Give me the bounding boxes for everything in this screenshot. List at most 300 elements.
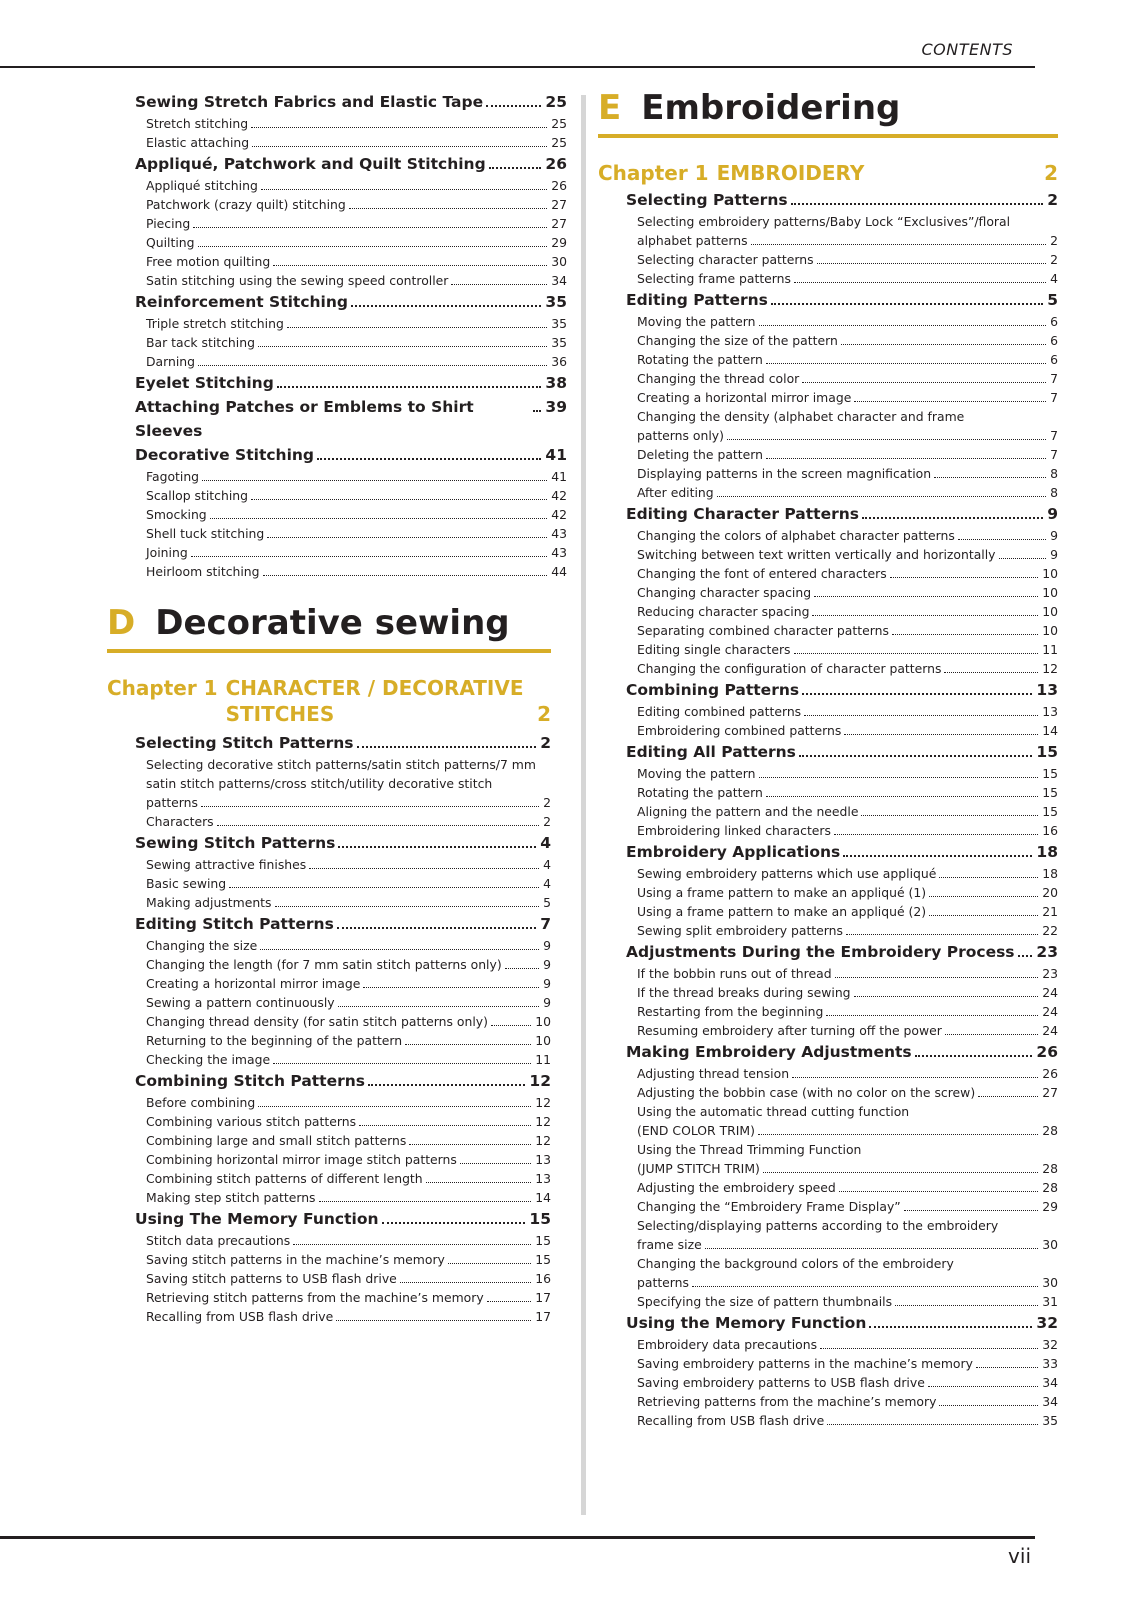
right-column <box>598 88 1058 1430</box>
toc-item[interactable] <box>637 526 1058 545</box>
dot-leader <box>820 1348 1038 1349</box>
entry-title: Moving the pattern <box>637 314 756 329</box>
toc-item[interactable] <box>637 1354 1058 1373</box>
toc-item[interactable] <box>146 176 567 195</box>
dot-leader <box>448 1263 531 1264</box>
toc-item[interactable] <box>637 902 1058 921</box>
toc-item[interactable] <box>637 1411 1058 1430</box>
toc-item[interactable] <box>637 250 1058 269</box>
toc-item[interactable] <box>146 1112 551 1131</box>
toc-item[interactable] <box>637 1121 1058 1140</box>
entry-title: frame size <box>637 1237 702 1252</box>
toc-item[interactable] <box>146 1031 551 1050</box>
dot-leader <box>357 746 537 748</box>
entry-title: (JUMP STITCH TRIM) <box>637 1161 760 1176</box>
entry-page: 28 <box>1042 1180 1058 1195</box>
entry-page: 4 <box>543 876 551 891</box>
entry-page: 42 <box>551 488 567 503</box>
toc-item[interactable] <box>637 783 1058 802</box>
entry-page: 7 <box>540 915 551 933</box>
entry-page: 26 <box>1042 1066 1058 1081</box>
toc-item-line: Using the Thread Trimming Function <box>637 1142 862 1157</box>
toc-item[interactable] <box>146 874 551 893</box>
entry-title: Sewing Stitch Patterns <box>135 834 336 852</box>
entry-title: Rotating the pattern <box>637 785 763 800</box>
toc-item[interactable] <box>146 793 551 812</box>
dot-leader <box>409 1144 531 1145</box>
toc-section[interactable] <box>135 152 567 176</box>
toc-item[interactable] <box>637 312 1058 331</box>
toc-item[interactable] <box>146 1307 551 1326</box>
entry-title: Sewing a pattern continuously <box>146 995 335 1010</box>
toc-item[interactable] <box>637 764 1058 783</box>
toc-item[interactable] <box>146 1050 551 1069</box>
entry-page: 10 <box>1042 585 1058 600</box>
part-d-chapter <box>107 675 551 727</box>
entry-title: Editing All Patterns <box>626 743 796 761</box>
toc-section[interactable] <box>135 371 567 395</box>
entry-title: Eyelet Stitching <box>135 374 274 392</box>
toc-item[interactable] <box>146 233 567 252</box>
dot-leader <box>794 282 1046 283</box>
toc-item[interactable] <box>637 1373 1058 1392</box>
entry-title: Changing the length (for 7 mm satin stitch patterns only) <box>146 957 502 972</box>
entry-page: 15 <box>535 1252 551 1267</box>
entry-page: 13 <box>535 1171 551 1186</box>
entry-title: Making adjustments <box>146 895 272 910</box>
toc-item[interactable] <box>146 133 567 152</box>
entry-page: 26 <box>545 155 567 173</box>
entry-page: 20 <box>1042 885 1058 900</box>
entry-title: Combining Stitch Patterns <box>135 1072 366 1090</box>
toc-item[interactable] <box>146 1150 551 1169</box>
entry-title: After editing <box>637 485 714 500</box>
toc-item[interactable] <box>146 936 551 955</box>
toc-item[interactable] <box>637 1002 1058 1021</box>
toc-item[interactable] <box>637 388 1058 407</box>
toc-item[interactable] <box>637 883 1058 902</box>
toc-item[interactable] <box>146 1012 551 1031</box>
toc-section[interactable] <box>135 290 567 314</box>
entry-title: Embroidery Applications <box>626 843 841 861</box>
toc-section[interactable] <box>626 188 1058 212</box>
entry-page: 42 <box>551 507 567 522</box>
toc-item[interactable] <box>637 564 1058 583</box>
toc-item-line: Selecting embroidery patterns/Baby Lock “Exclusives”/floral <box>637 214 1011 229</box>
page-number: vii <box>1008 1544 1031 1568</box>
part-d-sections <box>107 731 551 1326</box>
entry-title: Selecting Stitch Patterns <box>135 734 354 752</box>
entry-page: 12 <box>535 1095 551 1110</box>
toc-item[interactable] <box>637 1178 1058 1197</box>
toc-item[interactable] <box>146 271 567 290</box>
dot-leader <box>835 977 1039 978</box>
part-e-title: Embroidering <box>641 88 901 128</box>
dot-leader <box>317 458 541 460</box>
entry-page: 39 <box>545 398 567 416</box>
dot-leader <box>812 615 1038 616</box>
dot-leader <box>751 244 1046 245</box>
entry-title: alphabet patterns <box>637 233 748 248</box>
entry-title: If the thread breaks during sewing <box>637 985 851 1000</box>
entry-page: 11 <box>1042 642 1058 657</box>
entry-page: 15 <box>1042 766 1058 781</box>
header-rule <box>0 66 1035 68</box>
toc-item[interactable] <box>637 464 1058 483</box>
entry-title: Sewing embroidery patterns which use appliqué <box>637 866 937 881</box>
entry-page: 26 <box>1036 1043 1058 1061</box>
entry-title: Editing single characters <box>637 642 791 657</box>
entry-page: 35 <box>1042 1413 1058 1428</box>
toc-item[interactable] <box>146 543 567 562</box>
toc-item[interactable] <box>146 1269 551 1288</box>
entry-title: Appliqué stitching <box>146 178 258 193</box>
toc-item[interactable] <box>146 333 567 352</box>
toc-item[interactable] <box>146 214 567 233</box>
toc-item[interactable] <box>637 983 1058 1002</box>
entry-title: Selecting character patterns <box>637 252 814 267</box>
entry-title: patterns <box>637 1275 689 1290</box>
toc-item-line: Changing the density (alphabet character and frame <box>637 409 965 424</box>
toc-item[interactable] <box>146 314 567 333</box>
toc-item[interactable] <box>146 1093 551 1112</box>
dot-leader <box>489 167 542 169</box>
dot-leader <box>854 996 1039 997</box>
toc-section[interactable] <box>135 912 551 936</box>
toc-section[interactable] <box>135 90 567 114</box>
toc-item[interactable] <box>637 802 1058 821</box>
toc-item[interactable] <box>637 821 1058 840</box>
entry-title: Scallop stitching <box>146 488 248 503</box>
entry-page: 41 <box>551 469 567 484</box>
toc-item[interactable] <box>637 1083 1058 1102</box>
entry-title: Combining stitch patterns of different length <box>146 1171 423 1186</box>
dot-leader <box>939 1405 1038 1406</box>
toc-item[interactable] <box>637 659 1058 678</box>
entry-page: 36 <box>551 354 567 369</box>
dot-leader <box>766 363 1046 364</box>
toc-item[interactable] <box>146 812 551 831</box>
entry-title: Adjusting the embroidery speed <box>637 1180 836 1195</box>
entry-page: 10 <box>535 1033 551 1048</box>
entry-title: Saving stitch patterns in the machine’s memory <box>146 1252 445 1267</box>
entry-page: 15 <box>1042 804 1058 819</box>
entry-title: Separating combined character patterns <box>637 623 889 638</box>
dot-leader <box>217 825 539 826</box>
entry-title: Recalling from USB flash drive <box>637 1413 825 1428</box>
toc-item[interactable] <box>637 621 1058 640</box>
part-e-chapter <box>598 160 1058 186</box>
dot-leader <box>351 305 541 307</box>
dot-leader <box>258 346 547 347</box>
toc-item[interactable] <box>637 640 1058 659</box>
toc-item[interactable] <box>637 1392 1058 1411</box>
toc-item[interactable] <box>637 269 1058 288</box>
part-e-sections <box>598 188 1058 1430</box>
entry-title: Resuming embroidery after turning off the power <box>637 1023 942 1038</box>
dot-leader <box>763 1172 1038 1173</box>
toc-item[interactable] <box>146 562 567 581</box>
entry-page: 17 <box>535 1290 551 1305</box>
toc-item[interactable] <box>637 369 1058 388</box>
entry-title: Aligning the pattern and the needle <box>637 804 859 819</box>
entry-page: 30 <box>1042 1237 1058 1252</box>
dot-leader <box>198 365 547 366</box>
entry-title: Adjusting the bobbin case (with no color on the screw) <box>637 1085 976 1100</box>
entry-title: Restarting from the beginning <box>637 1004 824 1019</box>
dot-leader <box>794 653 1039 654</box>
toc-item-line: satin stitch patterns/cross stitch/utility decorative stitch <box>146 776 493 791</box>
dot-leader <box>382 1222 526 1224</box>
dot-leader <box>193 227 547 228</box>
dot-leader <box>277 386 542 388</box>
toc-item[interactable] <box>637 545 1058 564</box>
toc-item[interactable] <box>146 1288 551 1307</box>
dot-leader <box>929 896 1038 897</box>
toc-item[interactable] <box>146 1131 551 1150</box>
entry-title: Decorative Stitching <box>135 446 315 464</box>
dot-leader <box>827 1424 1038 1425</box>
toc-item[interactable] <box>146 195 567 214</box>
entry-page: 35 <box>551 316 567 331</box>
toc-section[interactable] <box>626 740 1058 764</box>
dot-leader <box>426 1182 532 1183</box>
dot-leader <box>904 1210 1039 1211</box>
entry-page: 28 <box>1042 1123 1058 1138</box>
entry-page: 9 <box>543 957 551 972</box>
entry-page: 2 <box>543 814 551 829</box>
entry-page: 9 <box>543 938 551 953</box>
toc-item[interactable] <box>146 352 567 371</box>
toc-section[interactable] <box>135 443 567 467</box>
entry-page: 16 <box>535 1271 551 1286</box>
toc-item[interactable] <box>637 1273 1058 1292</box>
toc-item[interactable] <box>146 524 567 543</box>
entry-title: Adjustments During the Embroidery Process <box>626 943 1015 961</box>
dot-leader <box>841 344 1046 345</box>
entry-title: Using a frame pattern to make an appliqué (1) <box>637 885 927 900</box>
entry-title: Changing character spacing <box>637 585 812 600</box>
entry-page: 44 <box>551 564 567 579</box>
toc-item[interactable] <box>637 426 1058 445</box>
entry-title: Attaching Patches or Emblems to Shirt Sleeves <box>135 398 474 440</box>
entry-page: 10 <box>535 1014 551 1029</box>
entry-title: Changing the size of the pattern <box>637 333 838 348</box>
dot-leader <box>844 734 1038 735</box>
toc-item[interactable] <box>146 893 551 912</box>
dot-leader <box>705 1248 1039 1249</box>
dot-leader <box>727 439 1046 440</box>
dot-leader <box>491 1025 531 1026</box>
dot-leader <box>834 834 1038 835</box>
dot-leader <box>363 987 539 988</box>
toc-item[interactable] <box>637 331 1058 350</box>
entry-page: 14 <box>1042 723 1058 738</box>
toc-item[interactable] <box>146 486 567 505</box>
toc-item[interactable] <box>146 993 551 1012</box>
toc-item[interactable] <box>637 921 1058 940</box>
entry-page: 4 <box>1050 271 1058 286</box>
toc-item[interactable] <box>637 350 1058 369</box>
dot-leader <box>862 517 1043 519</box>
toc-section[interactable] <box>135 731 551 755</box>
toc-item[interactable] <box>146 1169 551 1188</box>
part-e-letter: E <box>598 88 622 128</box>
toc-item[interactable] <box>146 505 567 524</box>
entry-title: Using The Memory Function <box>135 1210 379 1228</box>
dot-leader <box>505 968 539 969</box>
entry-page: 26 <box>551 178 567 193</box>
toc-item[interactable] <box>637 583 1058 602</box>
entry-title: Stretch stitching <box>146 116 249 131</box>
toc-item[interactable] <box>637 702 1058 721</box>
dot-leader <box>843 855 1032 857</box>
entry-title: Selecting Patterns <box>626 191 788 209</box>
toc-section[interactable] <box>135 1207 551 1231</box>
entry-page: 23 <box>1042 966 1058 981</box>
toc-item[interactable] <box>146 855 551 874</box>
chapter-title-line1: CHARACTER / DECORATIVE <box>225 676 524 700</box>
toc-item[interactable] <box>637 483 1058 502</box>
dot-leader <box>854 401 1046 402</box>
entry-page: 4 <box>540 834 551 852</box>
entry-page: 24 <box>1042 1023 1058 1038</box>
dot-leader <box>273 1063 531 1064</box>
toc-continued-sections <box>107 90 567 581</box>
toc-item[interactable] <box>146 955 551 974</box>
dot-leader <box>945 1034 1038 1035</box>
toc-section[interactable] <box>626 288 1058 312</box>
entry-page: 7 <box>1050 390 1058 405</box>
dot-leader <box>792 1077 1038 1078</box>
chapter-number: Chapter 1 <box>598 161 709 185</box>
dot-leader <box>802 693 1032 695</box>
toc-section[interactable] <box>626 502 1058 526</box>
entry-page: 15 <box>529 1210 551 1228</box>
entry-title: Editing Character Patterns <box>626 505 860 523</box>
toc-item[interactable] <box>146 1188 551 1207</box>
entry-page: 2 <box>1050 252 1058 267</box>
toc-item[interactable] <box>146 114 567 133</box>
dot-leader <box>799 755 1033 757</box>
entry-title: Bar tack stitching <box>146 335 255 350</box>
toc-section[interactable] <box>135 1069 551 1093</box>
toc-section[interactable] <box>626 678 1058 702</box>
entry-title: Reinforcement Stitching <box>135 293 348 311</box>
toc-section[interactable] <box>626 1040 1058 1064</box>
chapter-title: EMBROIDERY <box>716 161 865 185</box>
entry-page: 5 <box>543 895 551 910</box>
dot-leader <box>252 146 547 147</box>
toc-item[interactable] <box>637 1064 1058 1083</box>
toc-item[interactable] <box>637 721 1058 740</box>
dot-leader <box>293 1244 531 1245</box>
chapter-page: 2 <box>1044 161 1058 185</box>
toc-item[interactable] <box>637 445 1058 464</box>
dot-leader <box>263 575 548 576</box>
toc-item[interactable] <box>637 964 1058 983</box>
dot-leader <box>817 263 1047 264</box>
dot-leader <box>766 796 1038 797</box>
toc-item[interactable] <box>637 1235 1058 1254</box>
toc-item[interactable] <box>637 1021 1058 1040</box>
dot-leader <box>261 189 547 190</box>
entry-page: 12 <box>535 1133 551 1148</box>
dot-leader <box>201 806 539 807</box>
toc-item[interactable] <box>146 1250 551 1269</box>
toc-section[interactable] <box>135 395 567 443</box>
entry-title: Making step stitch patterns <box>146 1190 316 1205</box>
toc-item[interactable] <box>637 1292 1058 1311</box>
entry-page: 27 <box>551 216 567 231</box>
entry-title: Changing the thread color <box>637 371 800 386</box>
entry-title: patterns <box>146 795 198 810</box>
entry-title: Fagoting <box>146 469 200 484</box>
entry-page: 12 <box>1042 661 1058 676</box>
dot-leader <box>229 887 539 888</box>
toc-item[interactable] <box>637 231 1058 250</box>
toc-item[interactable] <box>146 467 567 486</box>
toc-item[interactable] <box>637 1159 1058 1178</box>
toc-item[interactable] <box>146 1231 551 1250</box>
toc-section[interactable] <box>626 1311 1058 1335</box>
toc-item[interactable] <box>637 864 1058 883</box>
chapter-number: Chapter 1 <box>107 676 218 700</box>
toc-item[interactable] <box>637 1197 1058 1216</box>
toc-section[interactable] <box>626 840 1058 864</box>
toc-item[interactable] <box>637 602 1058 621</box>
dot-leader <box>338 1006 539 1007</box>
toc-item[interactable] <box>146 252 567 271</box>
entry-page: 11 <box>535 1052 551 1067</box>
entry-title: Editing Patterns <box>626 291 768 309</box>
entry-title: Combining horizontal mirror image stitch patterns <box>146 1152 457 1167</box>
entry-title: Deleting the pattern <box>637 447 763 462</box>
entry-page: 24 <box>1042 985 1058 1000</box>
toc-item[interactable] <box>637 1335 1058 1354</box>
entry-page: 8 <box>1050 485 1058 500</box>
entry-page: 27 <box>1042 1085 1058 1100</box>
entry-page: 17 <box>535 1309 551 1324</box>
dot-leader <box>486 105 541 107</box>
entry-page: 24 <box>1042 1004 1058 1019</box>
entry-page: 32 <box>1036 1314 1058 1332</box>
chapter-title <box>226 675 537 727</box>
entry-page: 14 <box>535 1190 551 1205</box>
dot-leader <box>336 1320 531 1321</box>
entry-page: 5 <box>1047 291 1058 309</box>
entry-title: Changing the “Embroidery Frame Display” <box>637 1199 901 1214</box>
entry-page: 9 <box>1047 505 1058 523</box>
entry-title: Specifying the size of pattern thumbnails <box>637 1294 893 1309</box>
entry-page: 28 <box>1042 1161 1058 1176</box>
entry-page: 34 <box>1042 1375 1058 1390</box>
entry-title: Displaying patterns in the screen magnification <box>637 466 932 481</box>
entry-title: Changing the size <box>146 938 258 953</box>
entry-title: Saving stitch patterns to USB flash drive <box>146 1271 397 1286</box>
dot-leader <box>267 537 547 538</box>
entry-title: Patchwork (crazy quilt) stitching <box>146 197 346 212</box>
toc-item[interactable] <box>146 974 551 993</box>
entry-title: Changing the colors of alphabet character patterns <box>637 528 955 543</box>
entry-page: 31 <box>1042 1294 1058 1309</box>
dot-leader <box>309 868 539 869</box>
dot-leader <box>368 1084 525 1086</box>
toc-section[interactable] <box>626 940 1058 964</box>
entry-page: 2 <box>1050 233 1058 248</box>
toc-section[interactable] <box>135 831 551 855</box>
entry-page: 35 <box>545 293 567 311</box>
